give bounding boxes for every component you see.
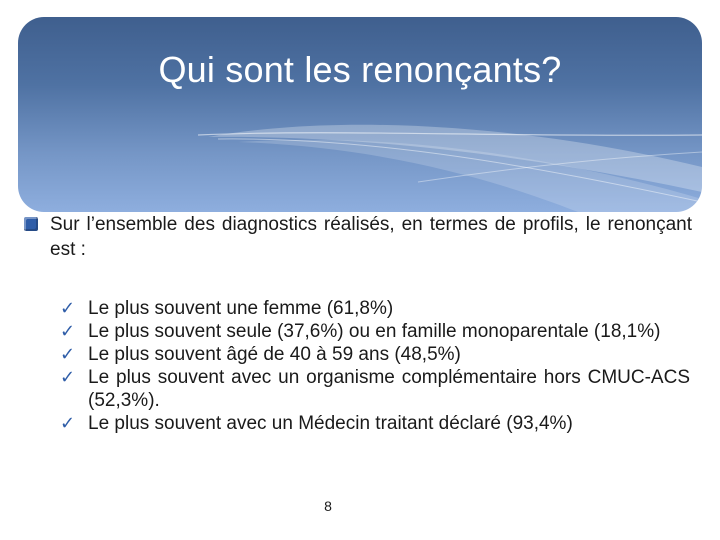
checkmark-icon: ✓ [60,321,76,342]
slide-title: Qui sont les renonçants? [158,49,562,90]
checkmark-icon: ✓ [60,413,76,434]
list-item-text: Le plus souvent une femme (61,8%) [88,298,394,319]
list-item [60,412,690,435]
intro-text: Sur l’ensemble des diagnostics réalisés, en termes de profils, le renonçant est : [50,214,692,260]
list-item-text: Le plus souvent avec un organisme complémentaire hors CMUC-ACS (52,3%). [88,367,690,411]
swoosh-decoration [18,17,702,212]
list-item [60,366,690,412]
list-item-text: Le plus souvent âgé de 40 à 59 ans (48,5%) [88,344,461,365]
intro-paragraph [24,212,692,262]
list-item-text: Le plus souvent seule (37,6%) ou en famille monoparentale (18,1%) [88,321,661,342]
checkmark-icon: ✓ [60,298,76,319]
list-item [60,320,690,343]
page-number: 8 [324,498,332,514]
checkmark-icon: ✓ [60,344,76,365]
list-item-text: Le plus souvent avec un Médecin traitant déclaré (93,4%) [88,413,573,434]
list-item [60,297,690,320]
profile-list [60,297,690,435]
square-bullet-icon [24,217,38,231]
list-item [60,343,690,366]
checkmark-icon: ✓ [60,367,76,388]
title-banner [18,17,702,212]
